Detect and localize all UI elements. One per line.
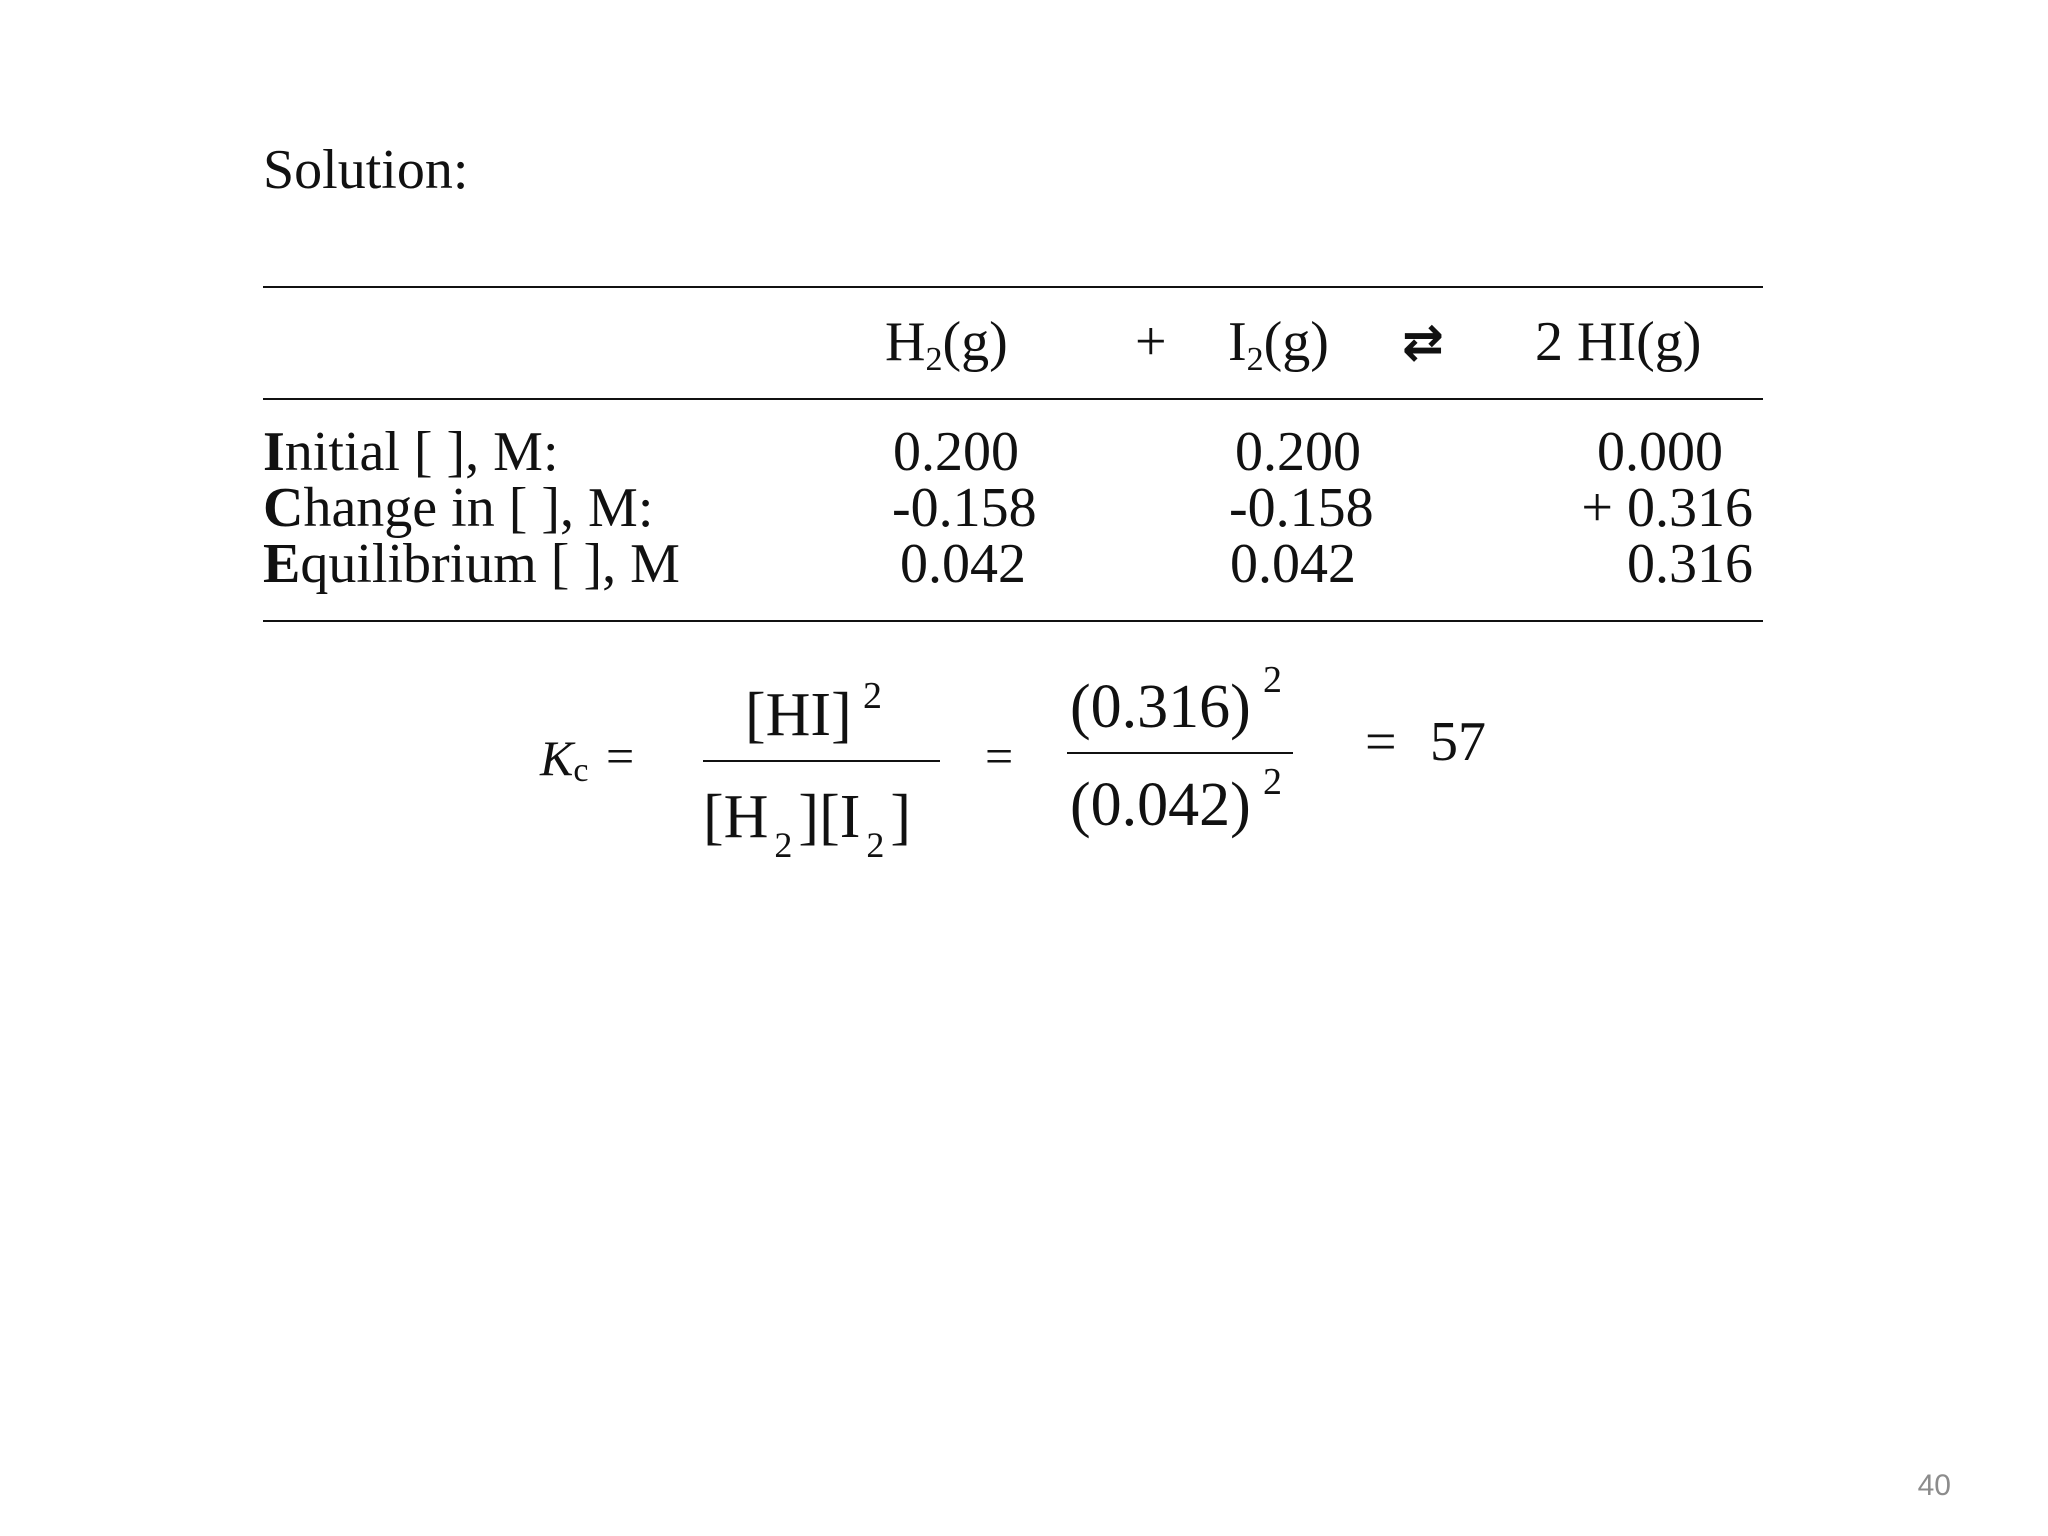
- cell-equilibrium-h2: 0.042: [900, 533, 1026, 595]
- numerator-hi-exponent: 2: [863, 675, 882, 717]
- denominator-value: (0.042): [1070, 771, 1251, 839]
- page-number: 40: [1917, 1469, 1951, 1502]
- header-hi: 2 HI(g): [1535, 311, 1702, 373]
- equals-3: =: [1365, 711, 1397, 773]
- header-h2-state: (g): [942, 311, 1008, 373]
- denominator-value-exponent: 2: [1263, 761, 1282, 803]
- header-i2-subscript: 2: [1246, 341, 1264, 378]
- cell-equilibrium-i2: 0.042: [1230, 533, 1356, 595]
- cell-change-h2: -0.158: [892, 477, 1037, 539]
- cell-equilibrium-hi: 0.316: [1627, 533, 1753, 595]
- fraction-bar-numeric: [1067, 752, 1293, 754]
- numerator-value: (0.316): [1070, 673, 1251, 741]
- table-top-rule: [263, 286, 1763, 288]
- denominator-h-bracket: [H: [703, 783, 769, 851]
- table-header-rule: [263, 398, 1763, 400]
- denominator-mid: ][I: [798, 783, 861, 851]
- row-label-equilibrium: [263, 533, 680, 595]
- cell-initial-hi: 0.000: [1597, 421, 1723, 483]
- slide-title: Solution:: [263, 139, 469, 201]
- kc-result: 57: [1430, 711, 1486, 773]
- row-label-initial-letter: I: [263, 421, 285, 483]
- equals-2: =: [985, 728, 1014, 784]
- cell-initial-i2: 0.200: [1235, 421, 1361, 483]
- header-i2-base: I: [1228, 311, 1247, 373]
- row-label-initial-text: nitial [ ], M:: [284, 421, 559, 483]
- row-label-equilibrium-text: quilibrium [ ], M: [300, 533, 680, 595]
- header-i2: [1228, 311, 1329, 378]
- row-label-change: [263, 477, 654, 539]
- cell-change-hi: + 0.316: [1581, 477, 1753, 539]
- denominator-h2-i2: [703, 782, 911, 863]
- kc-k: K: [540, 730, 574, 786]
- row-label-change-text: hange in [ ], M:: [303, 477, 654, 539]
- numerator-value-exponent: 2: [1263, 659, 1282, 701]
- kc-symbol: [540, 730, 588, 799]
- header-h2-subscript: 2: [925, 341, 943, 378]
- denominator-h-subscript: 2: [774, 825, 793, 865]
- row-label-equilibrium-letter: E: [263, 533, 301, 595]
- equals-1: =: [606, 728, 635, 784]
- header-i2-state: (g): [1263, 311, 1329, 373]
- cell-change-i2: -0.158: [1229, 477, 1374, 539]
- header-plus: +: [1135, 311, 1167, 373]
- header-h2: [885, 311, 1008, 378]
- kc-subscript: c: [573, 752, 589, 789]
- cell-initial-h2: 0.200: [893, 421, 1019, 483]
- equilibrium-arrow-icon: ⇄: [1402, 313, 1444, 371]
- denominator-close: ]: [890, 783, 912, 851]
- header-h2-base: H: [885, 311, 926, 373]
- row-label-change-letter: C: [263, 477, 304, 539]
- denominator-i-subscript: 2: [866, 825, 885, 865]
- fraction-bar-symbolic: [703, 760, 940, 762]
- row-label-initial: [263, 421, 559, 483]
- table-bottom-rule: [263, 620, 1763, 622]
- numerator-hi: [HI]: [745, 681, 852, 749]
